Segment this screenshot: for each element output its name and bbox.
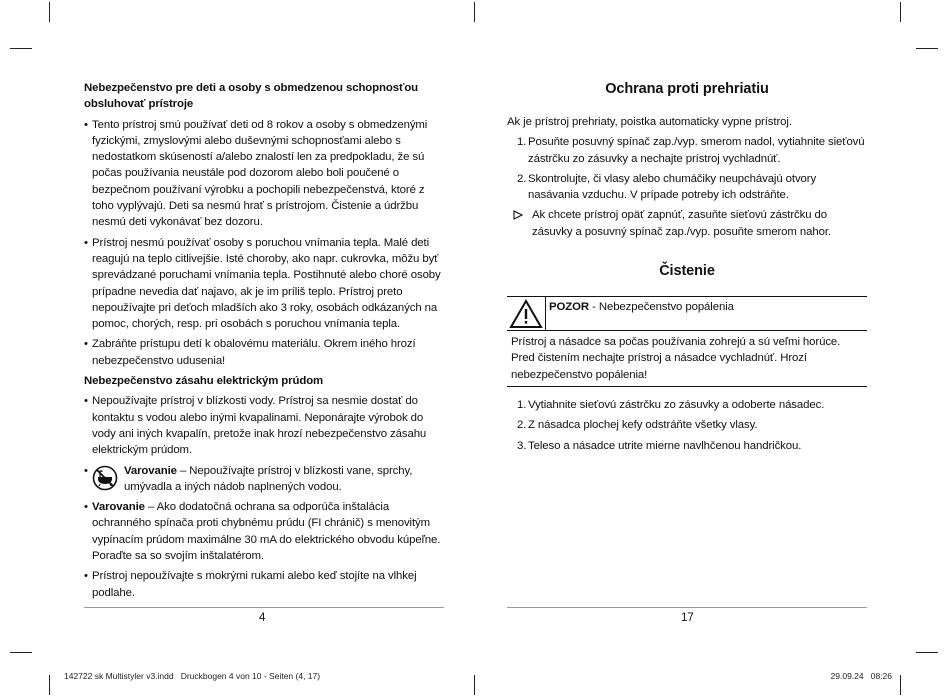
list-item: 3. Teleso a násadce utrite mierne navlhčenou handričkou. [517, 439, 802, 452]
cleaning-steps [517, 397, 867, 454]
list-item: • Zabráňte prístupu detí k obalovému materiálu. Okrem iného hrozí nebezpečenstvo udusenia! [84, 336, 444, 369]
result-item: Ak chcete prístroj opäť zapnúť, zasuňte sieťovú zástrčku do zásuvky a posuvný spínač zap./vyp. posuňte smerom nahor. [513, 207, 867, 240]
left-page [84, 80, 444, 605]
warning-text: – Nepoužívajte prístroj v blízkosti vane, sprchy, umývadla a iných nádob naplnených vodou. [124, 464, 413, 493]
footer-file-info: 142722 sk Multistyler v3.indd Druckbogen 4 von 10 - Seiten (4, 17) [64, 671, 321, 681]
list-item: • Nepoužívajte prístroj v blízkosti vody. Prístroj sa nesmie dostať do kontaktu s vodou alebo inými kvapalinami. Neponárajte výrobok do vody ani iných kvapalín, pretože inak hrozí nebezpečenstvo zásahu elektrickým prúdom. [84, 393, 444, 458]
list-item [84, 499, 444, 564]
left-page-number: 4 [259, 612, 266, 624]
warning-label: Varovanie [92, 501, 145, 514]
overheat-steps [517, 134, 867, 203]
crop-mark [900, 675, 901, 695]
caution-body: Prístroj a násadce sa počas používania zohrejú a sú veľmi horúce. Pred čistením nechajte prístroj a násadce vychladnúť. Hrozí nebezpečenstvo popálenia! [511, 336, 841, 381]
list-item: 2. Skontrolujte, či vlasy alebo chumáčiky neupchávajú otvory nasávania vzduchu. V prípade potreby ich odstráňte. [517, 172, 817, 202]
warning-text: – Ako dodatočná ochrana sa odporúča inštalácia ochranného spínača proti chybnému prúdu (FI chránič) s menovitým vypínacím prúdom maximálne 30 mA do elektrického obvodu kúpeľne. Poraďte sa so svojím inštalatérom. [92, 501, 441, 563]
list-item: 1. Posuňte posuvný spínač zap./vyp. smerom nadol, vytiahnite sieťovú zástrčku zo zásuvky a nechajte prístroj vychladnúť. [517, 136, 865, 165]
warning-label: Varovanie [124, 464, 177, 477]
list-item: • Prístroj nesmú používať osoby s poruchou vnímania tepla. Malé deti reagujú na teplo citlivejšie. Isté choroby, ako napr. cukrovka, môžu byť sprevádzané poruchami vnímania tepla. Postihnuté alebo choré osoby prípadne nevedia dať najavo, ak je im príliš teplo. Prístroj preto nepoužívajte pri deťoch mladších ako 3 roky, osobách odkázaných na pomoc, chorých, resp. pri osobách s poruchou vnímania tepla. [84, 235, 444, 333]
crop-mark [49, 2, 50, 22]
right-page-number: 17 [681, 612, 694, 624]
list-item: 2. Z násadca plochej kefy odstráňte všetky vlasy. [517, 419, 758, 432]
right-page [507, 80, 867, 458]
caution-box [507, 296, 867, 387]
crop-mark [916, 652, 938, 653]
footer-date: 29.09.24 08:26 [830, 671, 892, 681]
crop-mark [49, 675, 50, 695]
no-bathtub-icon [92, 465, 118, 491]
children-hazard-heading: Nebezpečenstvo pre deti a osoby s obmedzenou schopnosťou obsluhovať prístroje [84, 82, 419, 111]
overheat-title: Ochrana proti prehriatiu [605, 81, 769, 97]
crop-mark [10, 652, 32, 653]
caution-header [507, 297, 867, 331]
warning-triangle-icon [509, 299, 543, 329]
caution-divider [545, 297, 546, 330]
caution-label: POZOR [549, 301, 590, 314]
list-item: 1. Vytiahnite sieťovú zástrčku zo zásuvky a odoberte násadec. [517, 398, 825, 411]
caution-text: - Nebezpečenstvo popálenia [589, 301, 734, 314]
crop-mark [474, 675, 475, 695]
overheat-intro: Ak je prístroj prehriaty, poistka automaticky vypne prístroj. [507, 116, 792, 128]
cleaning-title: Čistenie [659, 263, 715, 280]
crop-mark [916, 48, 938, 49]
crop-mark [10, 48, 32, 49]
electric-hazard-heading: Nebezpečenstvo zásahu elektrickým prúdom [84, 375, 324, 388]
left-page-rule [84, 607, 444, 608]
crop-mark [474, 2, 475, 22]
list-item: • Prístroj nepoužívajte s mokrými rukami alebo keď stojíte na vlhkej podlahe. [84, 568, 444, 601]
triangle-right-icon [513, 210, 523, 220]
list-item: • Tento prístroj smú používať deti od 8 rokov a osoby s obmedzenými fyzickými, zmyslovými alebo duševnými schopnosťami alebo s nedostatkom skúseností a/alebo znalostí len za predpokladu, že sú počas používania neustále pod dozorom alebo boli poučené o bezpečnom používaní výrobku a pochopili nebezpečenstvá, ktoré z toho vyplývajú. Deti sa nesmú hrať s prístrojom. Čistenie a údržbu nesmú deti vykonávať bez dozoru. [84, 117, 444, 231]
bath-warning-item: • Varovanie – Nepoužívajte prístroj v blízkosti vane, sprchy, umývadla a iných nádob naplnených vodou. [84, 464, 413, 493]
right-page-rule [507, 607, 867, 608]
crop-mark [900, 2, 901, 22]
